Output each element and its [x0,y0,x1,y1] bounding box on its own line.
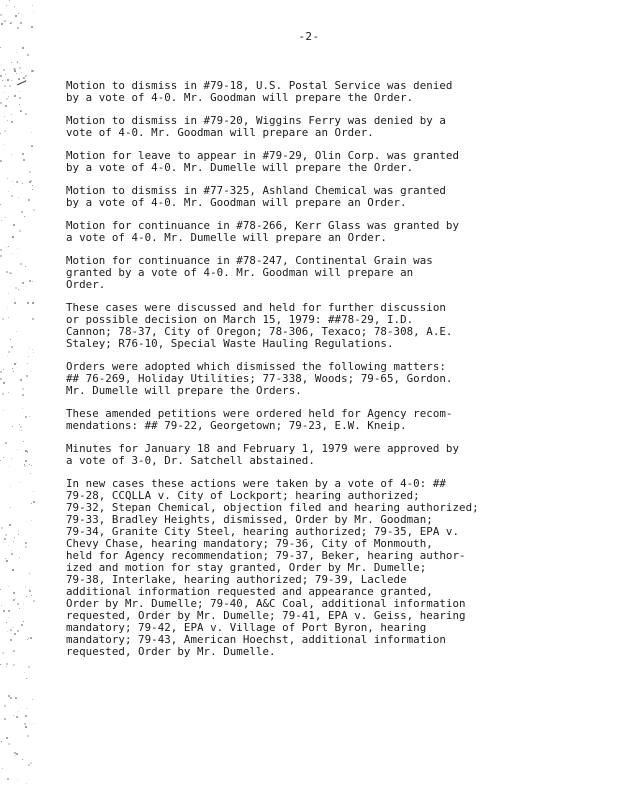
scan-speck [22,47,24,49]
scan-speck [10,22,12,24]
paragraph-motion-78-247: Motion for continuance in #78-247, Continental Grain was granted by a vote of 4-0. Mr. Goodman will prepare an Order. [66,254,433,291]
scan-speck [27,54,29,56]
scan-speck [0,75,2,77]
scan-speck [23,159,25,161]
scan-speck [9,466,10,467]
scan-speck [24,672,25,673]
scan-speck [6,98,8,100]
scan-speck [6,247,7,248]
scan-speck [30,637,32,639]
paragraph-cases-held: These cases were discussed and held for further discussion or possible decision on March 15, 1979: ##78-29, I.D. Cannon; 78-37, City of Oregon; 78-306, Texaco; 78-308, A.E. Staley; R76-10, Special Waste Hauling Regulations. [66,301,453,350]
scan-speck [13,224,15,226]
scan-speck [21,624,23,626]
scan-speck [29,589,30,590]
scan-speck [23,441,24,442]
scan-speck [12,236,14,238]
scan-speck [20,110,22,112]
scan-speck [7,631,8,632]
scan-speck [13,650,15,652]
paragraph-motion-79-29: Motion for leave to appear in #79-29, Olin Corp. was granted by a vote of 4-0. Mr. Dumelle will prepare the Order. [66,149,460,174]
paragraph-motion-78-266: Motion for continuance in #78-266, Kerr Glass was granted by a vote of 4-0. Mr. Dumelle will prepare an Order. [66,219,460,244]
scan-speck [13,599,15,601]
scan-speck [6,622,7,623]
scan-speck [3,382,5,384]
scan-speck [31,132,32,133]
scan-speck [8,617,9,618]
scan-speck [5,558,6,559]
scan-speck [23,604,24,605]
scan-speck [11,253,12,254]
scan-speck [8,351,10,353]
scan-speck [6,666,7,667]
scan-speck [25,726,27,728]
document-body [66,80,516,669]
scan-speck [10,629,12,631]
scan-speck [3,457,4,458]
scan-speck [14,537,15,538]
scan-speck [25,416,27,418]
scan-speck [19,104,20,105]
scan-speck [30,473,31,474]
scan-speck [4,20,6,22]
scan-speck [6,560,8,562]
scan-speck [20,22,22,24]
scan-speck [9,85,11,87]
scan-speck [29,348,30,349]
scan-speck [4,705,6,707]
scan-speck [7,79,9,81]
scan-speck [18,289,19,290]
scan-speck [5,442,7,444]
scan-speck [7,120,8,121]
scan-speck [29,280,31,282]
scan-speck [15,287,17,289]
scan-speck [7,778,9,780]
scan-speck [17,603,19,605]
scan-speck [5,381,6,382]
scan-speck [13,627,14,628]
scan-speck [4,116,5,117]
scan-speck [28,356,29,357]
scan-speck [0,664,1,665]
scan-speck [16,73,17,74]
scan-speck [29,590,31,592]
scan-speck [0,160,2,162]
scan-speck [32,302,34,304]
scan-speck [22,394,24,396]
scan-speck [27,451,28,452]
scan-speck [11,550,12,551]
scan-speck [11,553,13,555]
scan-speck [15,598,16,599]
scan-speck [17,630,19,632]
scan-speck [31,70,33,72]
scan-speck [27,639,28,640]
scan-speck [25,266,26,267]
scan-speck [28,199,30,201]
scan-speck [7,308,8,309]
scan-speck [30,180,32,182]
scan-speck [31,503,32,504]
scan-speck [5,217,6,218]
scan-speck [6,737,8,739]
scan-speck [6,663,8,665]
scan-speck [26,708,27,709]
scan-speck [15,755,16,756]
scan-speck [29,171,31,173]
scan-speck [8,293,9,294]
scan-speck [26,596,27,597]
scan-speck [5,74,6,75]
scan-speck [1,220,2,221]
scan-speck [1,23,3,25]
scan-speck [25,546,27,548]
scan-speck [17,61,18,62]
scan-speck [10,507,11,508]
scan-speck [31,595,32,596]
scan-speck [11,195,13,197]
scan-speck [2,80,3,81]
scan-speck [3,69,5,71]
scan-speck [27,452,28,453]
scan-speck [28,638,29,639]
scan-speck [0,371,2,373]
scan-speck [8,610,10,612]
scan-speck [22,183,23,184]
scan-speck [0,460,1,461]
scan-speck [16,716,18,718]
scan-speck [20,263,22,265]
scan-speck [32,699,33,700]
scan-speck [31,26,33,28]
scan-speck [4,538,6,540]
scan-speck [4,92,5,93]
scan-speck [1,605,2,606]
scan-speck [17,780,18,781]
scan-speck [15,15,17,17]
scan-speck [14,363,16,365]
scan-speck [19,424,20,425]
scan-speck [12,426,13,427]
scan-speck [1,527,3,529]
scan-speck [0,47,1,48]
scan-speck [32,189,33,190]
scan-speck [0,133,1,134]
page-number: -2- [298,30,320,43]
scan-speck [18,78,20,80]
scan-speck [22,153,24,155]
scan-speck [19,557,20,558]
scan-speck [16,331,17,332]
scan-speck [26,678,27,679]
scan-speck [8,545,9,546]
scan-speck [4,130,6,132]
scan-speck [18,197,19,198]
scan-speck [33,501,35,503]
scan-speck [15,697,17,699]
scan-speck [8,317,9,318]
scan-speck [18,530,19,531]
scan-speck [22,408,23,409]
paragraph-minutes-approved: Minutes for January 18 and February 1, 1979 were approved by a vote of 3-0, Dr. Satchell abstained. [66,442,460,467]
scan-speck [33,11,34,12]
scan-speck [14,70,16,72]
scan-speck [21,72,22,73]
scan-speck [6,5,7,6]
scan-speck [12,368,13,369]
scan-speck [7,355,8,356]
scan-speck [23,621,24,622]
scan-speck [28,666,30,668]
scan-speck [19,482,20,483]
scan-speck [8,191,9,192]
scan-speck [29,416,30,417]
scan-speck [11,62,12,63]
scan-speck [32,185,33,186]
scan-speck [13,715,14,716]
scan-speck [16,181,18,183]
scan-speck [30,762,32,764]
scan-speck [8,246,9,247]
scan-speck [13,664,15,666]
scan-speck [3,542,4,543]
scan-speck [27,735,29,737]
scan-speck [14,633,16,635]
scan-speck [13,68,15,70]
scan-speck [2,318,4,320]
scan-speck [18,534,19,535]
scan-speck [10,639,12,641]
scan-speck [26,375,28,377]
scan-speck [22,282,24,284]
scan-speck [5,534,7,536]
scan-speck [14,752,16,754]
scan-speck [3,369,4,370]
scan-speck [19,97,21,99]
scan-speck [24,723,26,725]
scan-speck [17,62,18,63]
scan-speck [3,144,4,145]
scan-speck [28,764,30,766]
scan-speck [0,249,2,251]
scan-speck [29,464,30,465]
scan-speck [23,77,25,79]
scan-speck [3,410,4,411]
scan-speck [8,96,9,97]
scan-speck [8,392,9,393]
scan-speck [2,393,4,395]
scan-speck [32,349,33,350]
scan-speck [0,204,1,205]
scan-speck [16,753,18,755]
scan-speck [25,586,26,587]
scan-speck [5,105,7,107]
scan-speck [12,181,13,182]
scan-speck [4,718,6,720]
scan-speck [0,378,2,380]
scan-speck [0,589,1,590]
scan-speck [17,449,18,450]
scan-speck [31,145,33,147]
scan-speck [22,388,24,390]
scan-speck [11,273,12,274]
paragraph-motion-77-325: Motion to dismiss in #77-325, Ashland Chemical was granted by a vote of 4-0. Mr. Goodman will prepare an Order. [66,184,446,209]
scan-speck [14,95,16,97]
scan-speck [33,209,35,211]
scan-speck [11,114,12,115]
scan-speck [24,465,26,467]
scan-speck [3,610,5,612]
scan-speck [2,652,4,654]
scan-speck [19,67,21,69]
scan-speck [31,465,32,466]
scan-speck [6,271,8,273]
scan-speck [0,255,2,257]
scan-speck [14,298,15,299]
scan-speck [14,6,15,7]
paragraph-motion-79-18: Motion to dismiss in #79-18, U.S. Postal Service was denied by a vote of 4-0. Mr. Goodman will prepare the Order. [66,79,453,104]
scan-speck [32,318,34,320]
scan-edge-noise [0,0,40,800]
scan-speck [17,27,19,29]
scan-speck [25,715,27,717]
scan-speck [10,486,11,487]
scan-speck [27,363,28,364]
scan-speck [20,379,22,381]
scan-speck [29,573,30,574]
scan-speck [1,64,2,65]
scan-speck [16,362,17,363]
paragraph-amended-petitions: These amended petitions were ordered held for Agency recom- mendations: ## 79-22, Georgetown; 79-23, E.W. Kneip. [66,407,453,432]
scan-speck [31,520,32,521]
paragraph-new-cases: In new cases these actions were taken by a vote of 4-0: ## 79-28, CCQLLA v. City of Lockport; hearing authorized; 79-32, Stepan Chemical, objection filed and hearing authorized; 79-33, Bradley Heights, dismissed, Order by Mr. Goodman; 79-34, Granite City Steel, hearing authorized; 79-35, EPA v. Chevy Chase, hearing mandatory; 79-36, City of Monmouth, held for Agency recommendation; 79-37, Beker, hearing author- ized and motion for stay granted, Order by Mr. Dumelle; 79-38, Interlake, hearing authorized; 79-39, Laclede additional information requested and appearance granted, Order by Mr. Dumelle; 79-40, A&C Coal, additional information requested, Order by Mr. Dumelle; 79-41, EPA v. Geiss, hearing mandatory; 79-42, EPA v. Village of Port Byron, hearing mandatory; 79-43, American Hoechst, additional information requested, Order by Mr. Dumelle. [66,477,479,658]
scan-speck [24,216,25,217]
scan-speck [11,121,13,123]
scan-speck [19,230,21,232]
scan-speck [0,14,2,16]
scan-speck [11,346,13,348]
scan-speck [17,248,18,249]
scan-speck [30,371,31,372]
scan-speck [10,339,11,340]
scan-speck [13,592,15,594]
scan-speck [11,80,12,81]
scan-speck [20,426,22,428]
scan-speck [13,371,14,372]
scan-speck [7,178,8,179]
scan-speck [13,541,14,542]
scan-speck [21,211,23,213]
scan-speck [2,768,3,769]
scan-speck [8,586,9,587]
scan-speck [33,723,34,724]
scan-speck [26,783,27,784]
paragraph-orders-dismissed: Orders were adopted which dismissed the following matters: ## 76-269, Holiday Utilities; 77-338, Woods; 79-65, Gordon. Mr. Dumelle will prepare the Orders. [66,360,453,397]
paragraph-motion-79-20: Motion to dismiss in #79-20, Wiggins Ferry was denied by a vote of 4-0. Mr. Goodman will prepare an Order. [66,114,446,139]
scan-speck [18,13,19,14]
scan-speck [9,524,11,526]
scan-speck [10,697,12,699]
scan-speck [25,542,27,544]
scan-speck [16,52,17,53]
scan-speck [33,600,35,602]
scan-speck [9,0,10,1]
scan-speck [33,352,34,353]
scan-speck [4,85,6,87]
scan-speck [11,458,12,459]
scan-speck [27,302,29,304]
scan-speck [32,5,33,6]
scan-speck [12,569,14,571]
scan-speck [25,75,27,77]
scan-speck [29,65,30,66]
scan-speck [19,608,20,609]
scan-speck [0,102,2,104]
scan-speck [33,491,34,492]
scan-speck [8,695,10,697]
scan-speck [8,743,10,745]
scan-speck [18,711,19,712]
scan-speck [25,113,27,115]
scan-speck [32,281,33,282]
scan-speck [1,741,2,742]
scan-speck [11,154,12,155]
scan-speck [21,430,22,431]
scan-speck [22,759,23,760]
scan-speck [14,302,16,304]
scan-speck [25,460,27,462]
